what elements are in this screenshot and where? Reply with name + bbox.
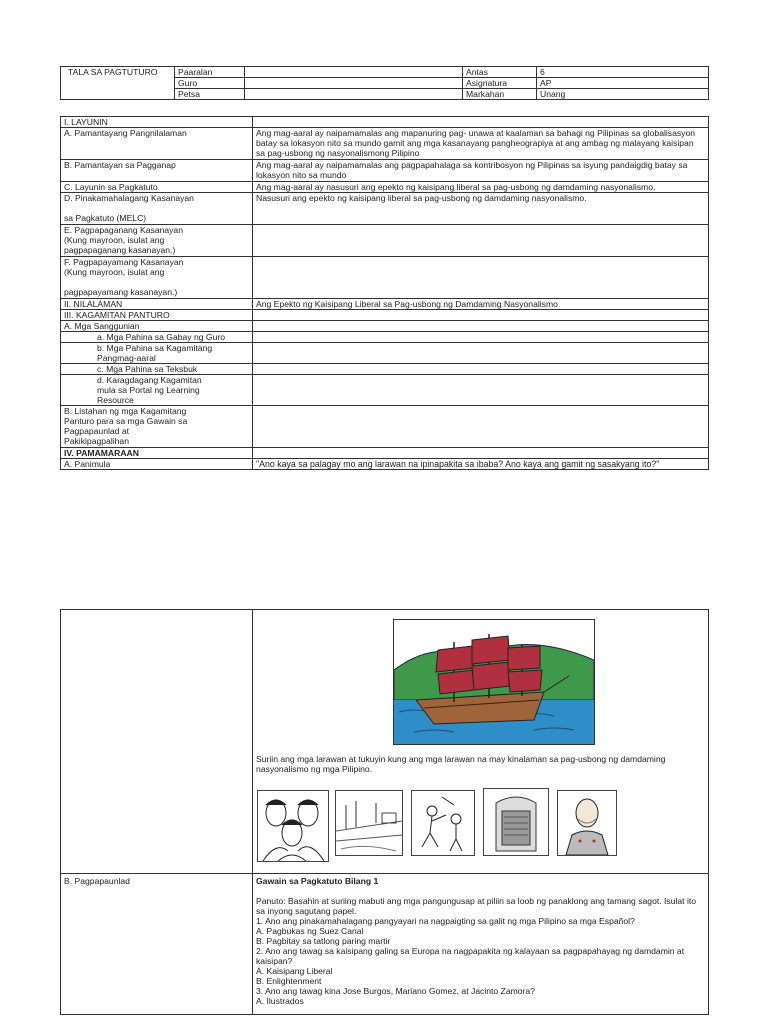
melc-label: D. Pinakamahalagang Kasanayan sa Pagkatuto (MELC) [61, 193, 253, 225]
learner-material-pages: b. Mga Pahina sa Kagamitang Pangmag-aaral [61, 343, 253, 364]
filipino-heroes-picture [257, 790, 329, 862]
question-1-option-b: B. Pagbitay sa tatlong paring martir [256, 936, 391, 946]
date-label: Petsa [175, 89, 245, 100]
objective-value: Ang mag-aaral ay nasusuri ang epekto ng kaisipang liberal sa pag-usbong ng damdaming nasyonalismo. [253, 182, 709, 193]
general-portrait-picture [557, 790, 617, 856]
kagamitan-heading: III. KAGAMITAN PANTURO [61, 310, 253, 321]
teacher-label: Guro [175, 78, 245, 89]
gawain-title: Gawain sa Pagkatuto Bilang 1 [256, 876, 379, 886]
activity-table [60, 609, 709, 1015]
question-2-option-b: B. Enlightenment [256, 976, 322, 986]
historical-marker-picture [483, 788, 549, 856]
quarter-label: Markahan [463, 89, 537, 100]
nilalaman-label: II. NILALAMAN [61, 299, 253, 310]
question-1: 1. Ano ang pinakamahalagang pangyayari na nagpaigting sa galit ng mga Pilipino sa mga Español? [256, 916, 635, 926]
lesson-plan-table [60, 116, 709, 470]
melc-value: Nasusuri ang epekto ng kaisipang liberal sa pag-usbong ng damdaming nasyonalismo. [253, 193, 709, 225]
question-3: 3. Ano ang tawag kina Jose Burgos, Mariano Gomez, at Jacinto Zamora? [256, 986, 535, 996]
performance-standard-label: B. Pamantayan sa Pagganap [61, 160, 253, 182]
school-value[interactable] [245, 67, 463, 78]
panimula-content-cell [253, 610, 709, 874]
panimula-label: A. Panimula [61, 459, 253, 470]
panuto-text: Panuto: Basahin at suriing mabuti ang mga pangungusap at piliin sa loob ng panaklong ang tamang sagot. Isulat ito sa inyong sagutang papel. [256, 896, 697, 916]
header-table [60, 66, 709, 100]
date-value[interactable] [245, 89, 463, 100]
question-1-option-a: A. Pagbukas ng Suez Canal [256, 926, 364, 936]
ship-illustration [393, 619, 595, 745]
enrichment-skill-label: F. Pagpapayamang Kasanayan (Kung mayroon, isulat ang pagpapayamang kasanayan.) [61, 257, 253, 299]
quarter-value[interactable]: Unang [537, 89, 709, 100]
materials-list-label: B. Listahan ng mga Kagamitang Panturo para sa mga Gawain sa Pagpapaunlad at Pakikipagpalihan [61, 406, 253, 448]
teacher-value[interactable] [245, 78, 463, 89]
ship-canal-picture [335, 790, 403, 856]
grade-value[interactable]: 6 [537, 67, 709, 78]
objective-label: C. Layunin sa Pagkatuto [61, 182, 253, 193]
subject-value[interactable]: AP [537, 78, 709, 89]
battle-scene-picture [411, 790, 475, 856]
nilalaman-value: Ang Epekto ng Kaisipang Liberal sa Pag-usbong ng Damdaming Nasyonalismo [253, 299, 709, 310]
question-3-option-a: A. Ilustrados [256, 996, 304, 1006]
performance-standard-value: Ang mag-aaral ay naipamamalas ang pagpapahalaga sa kontribosyon ng Pilipinas sa isyung pandaigdig batay sa lokasyon nito sa mundo [253, 160, 709, 182]
school-label: Paaralan [175, 67, 245, 78]
layunin-heading: I. LAYUNIN [61, 117, 253, 128]
panimula-value: "Ano kaya sa palagay mo ang larawan na ipinapakita sa ibaba? Ano kaya ang gamit ng sasakyang ito?" [253, 459, 709, 470]
content-standard-label: A. Pamantayang Pangnilalaman [61, 128, 253, 160]
grade-label: Antas [463, 67, 537, 78]
lr-portal-materials: d. Karagdagang Kagamitan mula sa Portal ng Learning Resource [61, 375, 253, 406]
question-2-option-a: A. Kaisipang Liberal [256, 966, 333, 976]
teacher-guide-pages: a. Mga Pahina sa Gabay ng Guro [61, 332, 253, 343]
instruction-text: Suriin ang mga larawan at tukuyin kung ang mga larawan na may kinalaman sa pag-usbong ng damdaming nasyonalismo ng mga Pilipino. [256, 754, 666, 774]
textbook-pages: c. Mga Pahina sa Teksbuk [61, 364, 253, 375]
enabling-skill-label: E. Pagpapaganang Kasanayan (Kung mayroon, isulat ang pagpapaganang kasanayan.) [61, 225, 253, 257]
header-title: TALA SA PAGTUTURO [61, 67, 175, 100]
question-2: 2. Ano ang tawag sa kaisipang galing sa Europa na nagpapakita ng kalayaan sa pagpapahayag ng damdamin at kaisipan? [256, 946, 685, 966]
subject-label: Asignatura [463, 78, 537, 89]
pagpapaunlad-content [253, 874, 709, 1015]
content-standard-value: Ang mag-aaral ay naipamamalas ang mapanuring pag- unawa at kaalaman sa bahagi ng Pilipinas sa globalisasyon batay sa lokasyon nito sa mundo gamit ang mga kasanayang pangheograpiya at ang ambag ng malayang kaisipan sa pag-usbong ng nasyonalismong Pilipino [253, 128, 709, 160]
pamamaraan-heading: IV. PAMAMARAAN [61, 448, 253, 459]
sanggunian-label: A. Mga Sanggunian [61, 321, 253, 332]
pagpapaunlad-label: B. Pagpapaunlad [61, 874, 253, 1015]
